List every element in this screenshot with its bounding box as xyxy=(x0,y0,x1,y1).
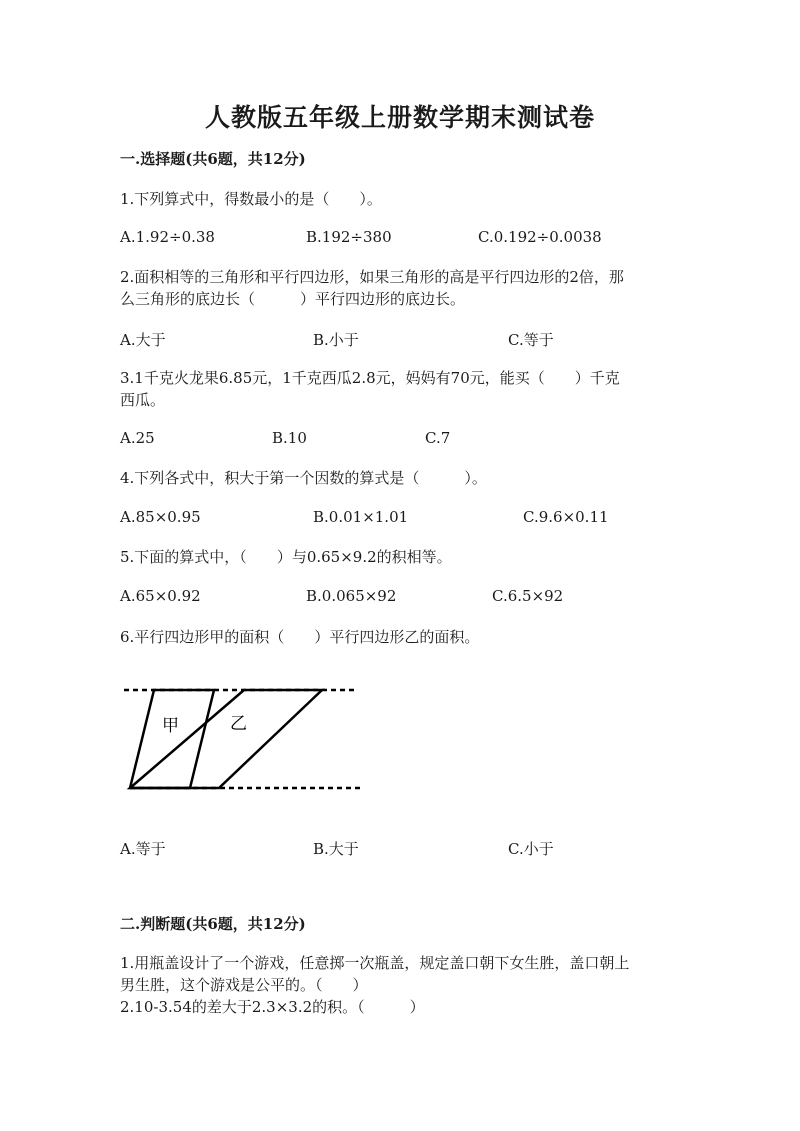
question-1-option-a: A.1.92÷0.38 xyxy=(120,228,215,246)
question-2-text-line1: 2.面积相等的三角形和平行四边形，如果三角形的高是平行四边形的2倍，那 xyxy=(120,268,624,286)
question-2-option-b: B.小于 xyxy=(313,331,359,349)
page-title: 人教版五年级上册数学期末测试卷 xyxy=(204,103,595,132)
question-5-option-b: B.0.065×92 xyxy=(306,587,397,605)
question-1-option-c: C.0.192÷0.0038 xyxy=(478,228,602,246)
question-1-text: 1.下列算式中，得数最小的是（ ）。 xyxy=(120,190,382,208)
question-3-text-line2: 西瓜。 xyxy=(120,391,166,409)
question-3-option-a: A.25 xyxy=(120,429,155,447)
judgement-1-text-line2: 男生胜，这个游戏是公平的。（ ） xyxy=(120,976,368,994)
judgement-1-text-line1: 1.用瓶盖设计了一个游戏，任意掷一次瓶盖，规定盖口朝下女生胜，盖口朝上 xyxy=(120,954,630,972)
question-4-text: 4.下列各式中，积大于第一个因数的算式是（ ）。 xyxy=(120,469,487,487)
question-4-option-c: C.9.6×0.11 xyxy=(523,508,609,526)
question-6-option-a: A.等于 xyxy=(120,840,166,858)
label-yi: 乙 xyxy=(230,714,247,734)
judgement-2-text: 2.10-3.54的差大于2.3×3.2的积。（ ） xyxy=(120,998,425,1016)
question-2-text-line2: 么三角形的底边长（ ）平行四边形的底边长。 xyxy=(120,290,466,308)
section-heading-choice: 一.选择题(共6题，共12分) xyxy=(120,150,306,168)
parallelogram-jia xyxy=(130,690,214,788)
question-6-option-c: C.小于 xyxy=(508,840,554,858)
question-5-text: 5.下面的算式中，（ ）与0.65×9.2的积相等。 xyxy=(120,548,452,566)
question-2-option-a: A.大于 xyxy=(120,331,166,349)
question-3-option-c: C.7 xyxy=(425,429,451,447)
question-3-option-b: B.10 xyxy=(272,429,307,447)
label-jia: 甲 xyxy=(162,716,179,736)
question-5-option-c: C.6.5×92 xyxy=(492,587,564,605)
question-6-option-b: B.大于 xyxy=(313,840,359,858)
question-4-option-a: A.85×0.95 xyxy=(120,508,201,526)
question-3-text-line1: 3.1千克火龙果6.85元，1千克西瓜2.8元，妈妈有70元，能买（ ）千克 xyxy=(120,369,620,387)
question-2-option-c: C.等于 xyxy=(508,331,554,349)
question-1-option-b: B.192÷380 xyxy=(306,228,392,246)
section-heading-judgement: 二.判断题(共6题，共12分) xyxy=(120,915,306,933)
question-5-option-a: A.65×0.92 xyxy=(120,587,201,605)
parallelogram-yi xyxy=(130,690,322,788)
question-6-text: 6.平行四边形甲的面积（ ）平行四边形乙的面积。 xyxy=(120,628,480,646)
question-4-option-b: B.0.01×1.01 xyxy=(313,508,409,526)
